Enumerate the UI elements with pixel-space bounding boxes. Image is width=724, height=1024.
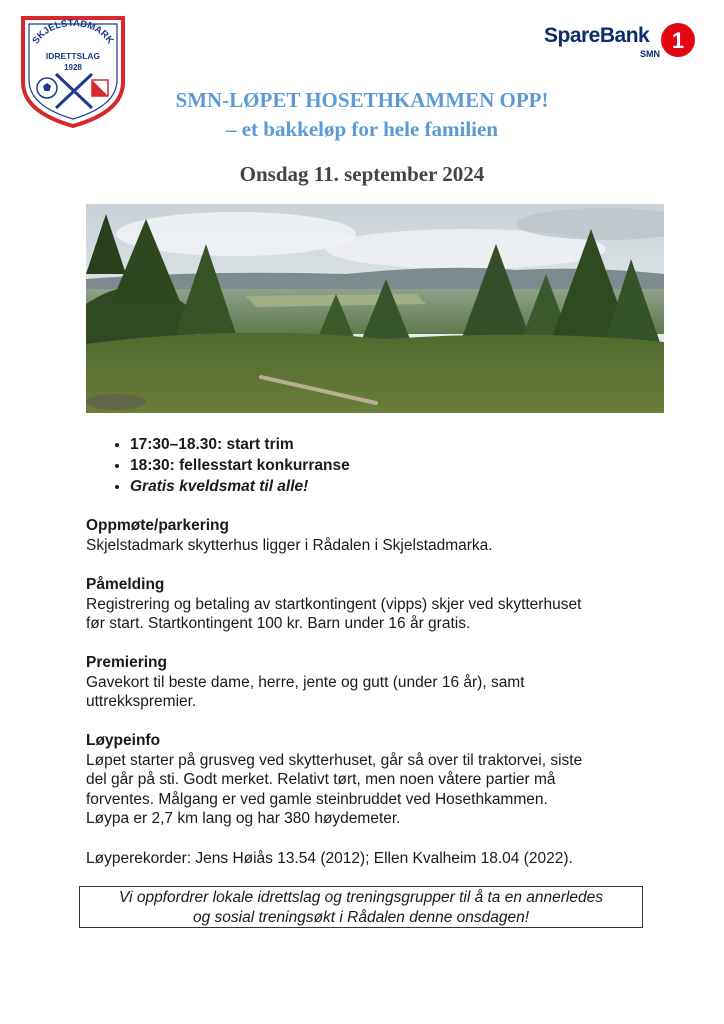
schedule-item: • 17:30–18.30: start trim [130,434,350,455]
section-pamelding [86,575,656,634]
club-logo-middle-text: IDRETTSLAG [45,51,101,61]
club-logo-top-text: SKJELSTADMARK [30,17,116,47]
section-heading: Oppmøte/parkering [86,517,229,534]
section-rekorder [86,849,656,869]
section-heading: Påmelding [86,576,165,593]
section-text: Løypa er 2,7 km lang og har 380 høydemeter. [86,810,401,827]
page-title: SMN-LØPET HOSETHKAMMEN OPP! [175,88,549,112]
sparebank-logo [544,22,696,62]
event-date: Onsdag 11. september 2024 [239,162,485,186]
course-records: Løyperekorder: Jens Høiås 13.54 (2012); Ellen Kvalheim 18.04 (2022). [86,850,573,867]
bank-logo-mark: 1 [671,28,685,53]
section-loypeinfo [86,731,656,829]
section-text: Løpet starter på grusveg ved skytterhuset, går så over til traktorvei, siste [86,751,583,769]
callout-line: og sosial treningsøkt i Rådalen denne onsdagen! [192,908,530,926]
section-text: del går på sti. Godt merket. Relativt tørt, men noen våtere partier må [86,771,556,788]
bank-logo-name: SpareBank [544,24,650,47]
section-text: Gavekort til beste dame, herre, jente og gutt (under 16 år), samt [86,673,525,691]
section-heading: Premiering [86,654,167,671]
section-text: uttrekkspremier. [86,693,197,710]
section-heading: Løypeinfo [86,732,161,749]
sparebank-one-icon [660,22,696,58]
callout-line: Vi oppfordrer lokale idrettslag og treningsgrupper til å ta en annerledes [119,889,603,906]
bank-logo-sub: SMN [640,49,660,59]
section-text: før start. Startkontingent 100 kr. Barn under 16 år gratis. [86,615,471,632]
section-text: Skjelstadmark skytterhus ligger i Rådalen i Skjelstadmarka. [86,536,493,554]
club-logo-year: 1928 [64,63,82,72]
callout-box [79,886,643,928]
schedule-list [106,434,350,497]
schedule-item: • Gratis kveldsmat til alle! [130,476,350,497]
section-oppmote [86,516,656,555]
page-subtitle: – et bakkeløp for hele familien [225,117,498,141]
schedule-item: • 18:30: fellesstart konkurranse [130,455,350,476]
section-premiering [86,653,656,712]
section-text: Registrering og betaling av startkontingent (vipps) skjer ved skytterhuset [86,595,582,613]
landscape-photo [86,204,664,413]
section-text: forventes. Målgang er ved gamle steinbruddet ved Hosethkammen. [86,790,548,808]
